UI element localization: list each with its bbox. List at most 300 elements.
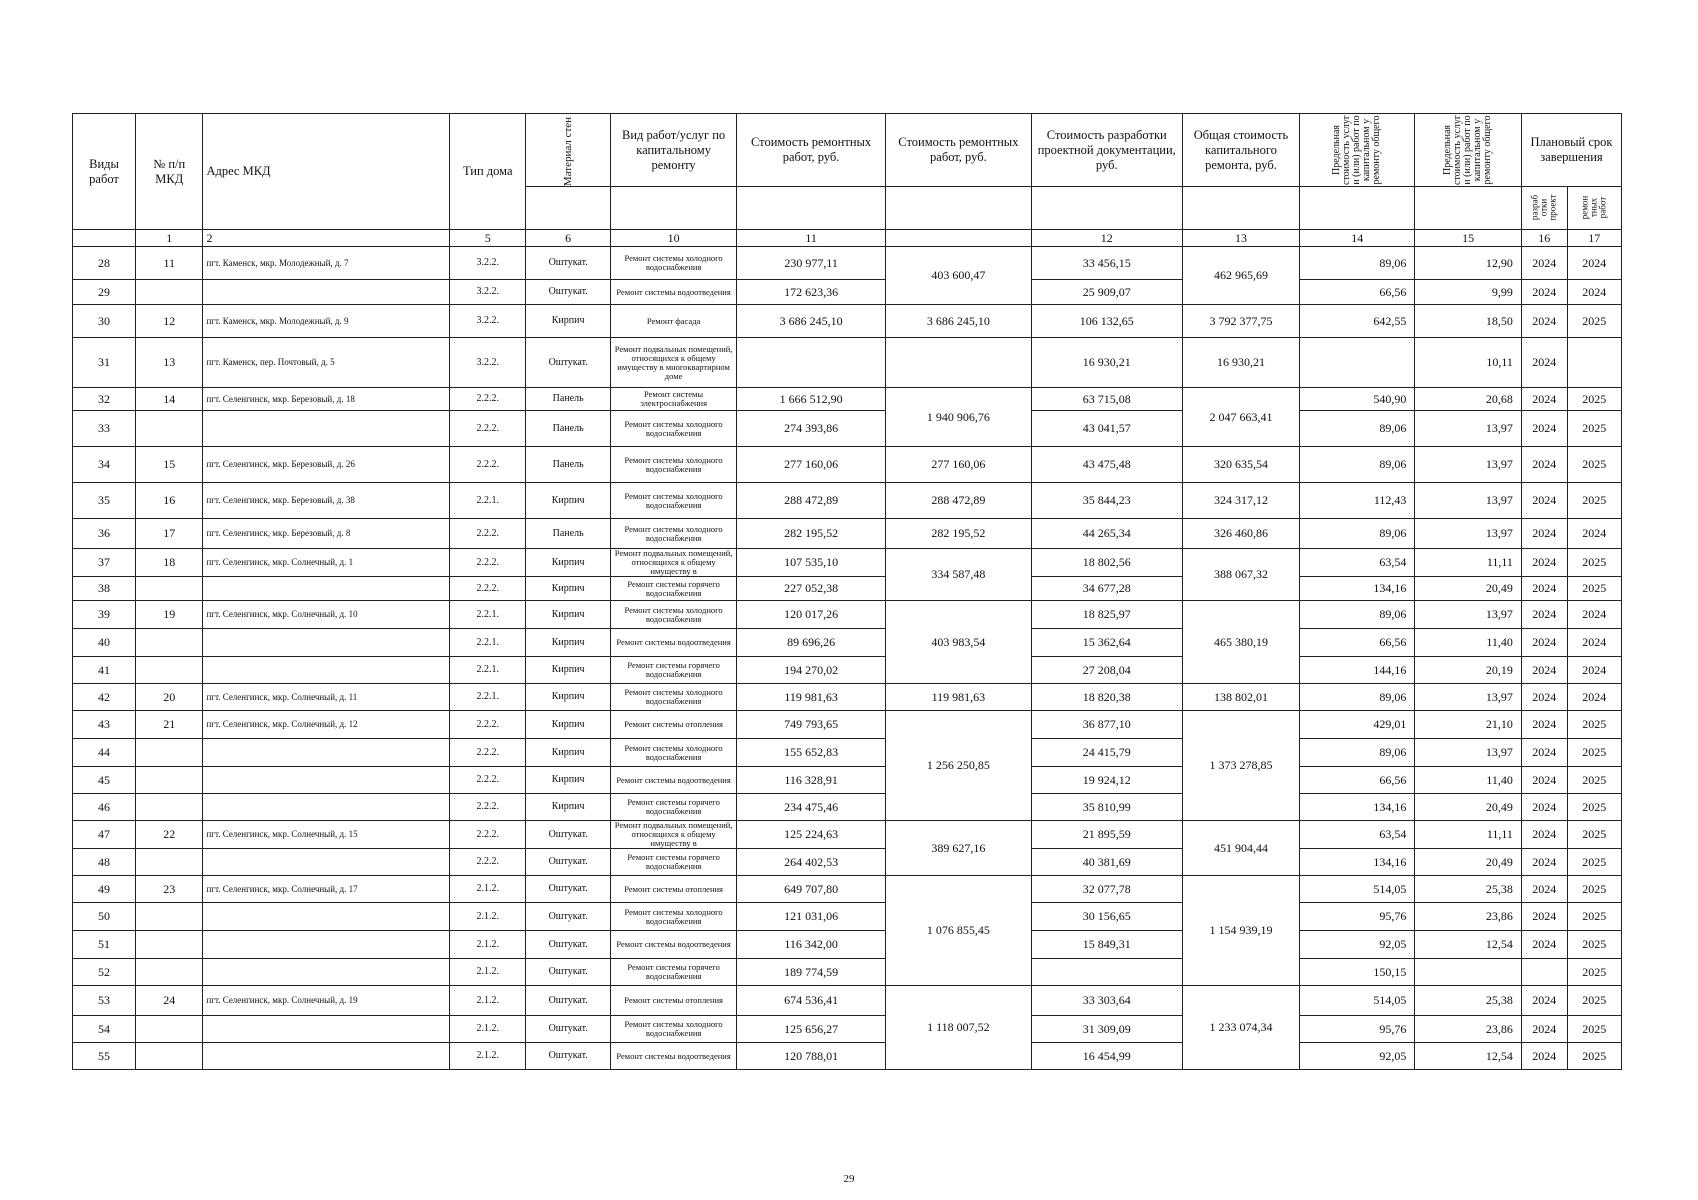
header-blank-cell	[1031, 187, 1182, 230]
limit-cost-2: 25,38	[1415, 876, 1522, 903]
repair-cost: 119 981,63	[737, 684, 886, 711]
work-type: Ремонт системы холодного водоснабжения	[611, 1016, 737, 1043]
column-index-cell: 14	[1300, 230, 1415, 247]
term-design-year: 2024	[1521, 849, 1567, 876]
wall-material: Кирпич	[526, 577, 611, 601]
design-cost: 30 156,65	[1031, 903, 1182, 931]
wall-material: Кирпич	[526, 739, 611, 767]
wall-material: Панель	[526, 519, 611, 549]
limit-cost-2: 12,54	[1415, 931, 1522, 959]
design-cost: 18 820,38	[1031, 684, 1182, 711]
wall-material: Кирпич	[526, 794, 611, 821]
house-type: 2.2.1.	[450, 601, 526, 629]
term-works-year: 2024	[1567, 629, 1621, 657]
design-cost: 33 456,15	[1031, 247, 1182, 280]
term-design-year: 2024	[1521, 549, 1567, 577]
limit-cost-1: 89,06	[1300, 739, 1415, 767]
column-index-cell: 5	[450, 230, 526, 247]
limit-cost-1: 92,05	[1300, 1043, 1415, 1070]
limit-cost-2	[1415, 959, 1522, 986]
mkd-number: 20	[136, 684, 203, 711]
address: пгт. Селенгинск, мкр. Березовый, д. 26	[203, 447, 450, 483]
term-works-year: 2024	[1567, 247, 1621, 280]
column-index-row	[73, 230, 1622, 247]
table-row	[73, 711, 1622, 739]
table-row	[73, 849, 1622, 876]
limit-cost-2: 20,49	[1415, 849, 1522, 876]
row-number: 49	[73, 876, 136, 903]
design-cost: 63 715,08	[1031, 388, 1182, 411]
repair-cost: 89 696,26	[737, 629, 886, 657]
column-index-cell: 2	[203, 230, 450, 247]
work-type: Ремонт системы холодного водоснабжения	[611, 447, 737, 483]
term-works-year: 2025	[1567, 577, 1621, 601]
house-type: 2.2.2.	[450, 577, 526, 601]
limit-cost-1: 89,06	[1300, 247, 1415, 280]
column-index-cell: 16	[1521, 230, 1567, 247]
group-total-cost: 138 802,01	[1182, 684, 1299, 711]
row-number: 46	[73, 794, 136, 821]
mkd-number: 17	[136, 519, 203, 549]
house-type: 2.2.2.	[450, 711, 526, 739]
house-type: 2.1.2.	[450, 903, 526, 931]
design-cost	[1031, 959, 1182, 986]
mkd-number	[136, 767, 203, 794]
row-number: 47	[73, 821, 136, 849]
design-cost: 40 381,69	[1031, 849, 1182, 876]
term-design-year: 2024	[1521, 794, 1567, 821]
group-repair-cost: 3 686 245,10	[886, 305, 1032, 338]
mkd-number	[136, 903, 203, 931]
repair-cost: 155 652,83	[737, 739, 886, 767]
address	[203, 849, 450, 876]
wall-material: Кирпич	[526, 305, 611, 338]
house-type: 2.1.2.	[450, 959, 526, 986]
work-type: Ремонт системы горячего водоснабжения	[611, 794, 737, 821]
wall-material: Оштукат.	[526, 903, 611, 931]
address	[203, 767, 450, 794]
mkd-number	[136, 1016, 203, 1043]
term-works-year: 2024	[1567, 601, 1621, 629]
table-row	[73, 629, 1622, 657]
limit-cost-1: 642,55	[1300, 305, 1415, 338]
wall-material: Кирпич	[526, 767, 611, 794]
design-cost: 33 303,64	[1031, 986, 1182, 1016]
design-cost: 31 309,09	[1031, 1016, 1182, 1043]
group-total-cost: 16 930,21	[1182, 338, 1299, 388]
address: пгт. Каменск, пер. Почтовый, д. 5	[203, 338, 450, 388]
table-row	[73, 549, 1622, 577]
limit-cost-1: 66,56	[1300, 767, 1415, 794]
house-type: 3.2.2.	[450, 280, 526, 305]
limit-cost-1: 89,06	[1300, 684, 1415, 711]
wall-material: Оштукат.	[526, 1016, 611, 1043]
table-row	[73, 739, 1622, 767]
limit-cost-2: 13,97	[1415, 447, 1522, 483]
works-table	[72, 113, 1622, 1070]
work-type: Ремонт системы горячего водоснабжения	[611, 657, 737, 684]
mkd-number	[136, 577, 203, 601]
house-type: 2.2.1.	[450, 629, 526, 657]
repair-cost: 649 707,80	[737, 876, 886, 903]
work-type: Ремонт системы холодного водоснабжения	[611, 483, 737, 519]
limit-cost-2: 11,11	[1415, 549, 1522, 577]
address	[203, 657, 450, 684]
table-row	[73, 1043, 1622, 1070]
address	[203, 794, 450, 821]
work-type: Ремонт системы холодного водоснабжения	[611, 903, 737, 931]
limit-cost-1: 134,16	[1300, 794, 1415, 821]
term-design-year: 2024	[1521, 338, 1567, 388]
term-works-year: 2025	[1567, 1043, 1621, 1070]
header-design-cost: Стоимость разработки проектной документации, руб.	[1031, 114, 1182, 187]
group-repair-cost: 1 118 007,52	[886, 986, 1032, 1070]
limit-cost-2: 12,54	[1415, 1043, 1522, 1070]
term-works-year	[1567, 338, 1621, 388]
limit-cost-1: 89,06	[1300, 411, 1415, 447]
row-number: 52	[73, 959, 136, 986]
group-repair-cost: 403 983,54	[886, 601, 1032, 684]
term-design-year: 2024	[1521, 411, 1567, 447]
house-type: 2.2.2.	[450, 411, 526, 447]
limit-cost-1: 514,05	[1300, 986, 1415, 1016]
mkd-number	[136, 794, 203, 821]
term-works-year: 2025	[1567, 1016, 1621, 1043]
term-works-year: 2025	[1567, 986, 1621, 1016]
house-type: 2.2.2.	[450, 447, 526, 483]
mkd-number	[136, 849, 203, 876]
group-total-cost: 320 635,54	[1182, 447, 1299, 483]
group-repair-cost: 282 195,52	[886, 519, 1032, 549]
term-works-year: 2024	[1567, 684, 1621, 711]
repair-cost: 234 475,46	[737, 794, 886, 821]
address: пгт. Селенгинск, мкр. Солнечный, д. 10	[203, 601, 450, 629]
address: пгт. Селенгинск, мкр. Березовый, д. 38	[203, 483, 450, 519]
limit-cost-2: 23,86	[1415, 1016, 1522, 1043]
mkd-number: 23	[136, 876, 203, 903]
repair-cost: 194 270,02	[737, 657, 886, 684]
address	[203, 577, 450, 601]
wall-material: Кирпич	[526, 657, 611, 684]
mkd-number	[136, 959, 203, 986]
wall-material: Оштукат.	[526, 821, 611, 849]
group-repair-cost: 288 472,89	[886, 483, 1032, 519]
house-type: 2.2.2.	[450, 849, 526, 876]
table-row	[73, 986, 1622, 1016]
header-blank-cell	[611, 187, 737, 230]
mkd-number: 24	[136, 986, 203, 1016]
house-type: 2.1.2.	[450, 931, 526, 959]
address	[203, 1043, 450, 1070]
term-design-year: 2024	[1521, 483, 1567, 519]
mkd-number	[136, 629, 203, 657]
wall-material: Кирпич	[526, 629, 611, 657]
mkd-number	[136, 739, 203, 767]
term-design-year: 2024	[1521, 1043, 1567, 1070]
house-type: 2.2.2.	[450, 739, 526, 767]
limit-cost-1: 112,43	[1300, 483, 1415, 519]
wall-material: Кирпич	[526, 483, 611, 519]
table-row	[73, 959, 1622, 986]
row-number: 45	[73, 767, 136, 794]
table-row	[73, 684, 1622, 711]
work-type: Ремонт фасада	[611, 305, 737, 338]
header-address: Адрес МКД	[203, 114, 450, 230]
limit-cost-2: 13,97	[1415, 684, 1522, 711]
group-repair-cost: 389 627,16	[886, 821, 1032, 876]
repair-cost: 125 224,63	[737, 821, 886, 849]
term-works-year: 2025	[1567, 739, 1621, 767]
mkd-number	[136, 1043, 203, 1070]
work-type: Ремонт системы холодного водоснабжения	[611, 519, 737, 549]
row-number: 36	[73, 519, 136, 549]
header-work-kinds: Виды работ	[73, 114, 136, 230]
design-cost: 35 844,23	[1031, 483, 1182, 519]
term-design-year: 2024	[1521, 247, 1567, 280]
wall-material: Оштукат.	[526, 876, 611, 903]
work-type: Ремонт системы отопления	[611, 986, 737, 1016]
group-total-cost: 465 380,19	[1182, 601, 1299, 684]
table-row	[73, 767, 1622, 794]
design-cost: 34 677,28	[1031, 577, 1182, 601]
repair-cost	[737, 338, 886, 388]
group-repair-cost: 1 940 906,76	[886, 388, 1032, 447]
wall-material: Оштукат.	[526, 986, 611, 1016]
table-row	[73, 657, 1622, 684]
term-design-year: 2024	[1521, 280, 1567, 305]
limit-cost-1: 66,56	[1300, 629, 1415, 657]
limit-cost-1: 95,76	[1300, 1016, 1415, 1043]
repair-cost: 1 666 512,90	[737, 388, 886, 411]
header-blank-cell	[1300, 187, 1415, 230]
table-row	[73, 280, 1622, 305]
repair-cost: 288 472,89	[737, 483, 886, 519]
address	[203, 959, 450, 986]
works-table-container	[72, 113, 1622, 1070]
wall-material: Кирпич	[526, 601, 611, 629]
work-type: Ремонт системы водоотведения	[611, 767, 737, 794]
row-number: 44	[73, 739, 136, 767]
term-works-year: 2025	[1567, 794, 1621, 821]
row-number: 48	[73, 849, 136, 876]
limit-cost-1: 95,76	[1300, 903, 1415, 931]
limit-cost-1: 429,01	[1300, 711, 1415, 739]
table-row	[73, 247, 1622, 280]
header-mkd-number: № п/п МКД	[136, 114, 203, 230]
repair-cost: 125 656,27	[737, 1016, 886, 1043]
limit-cost-2: 21,10	[1415, 711, 1522, 739]
term-design-year	[1521, 959, 1567, 986]
repair-cost: 282 195,52	[737, 519, 886, 549]
design-cost: 43 475,48	[1031, 447, 1182, 483]
row-number: 30	[73, 305, 136, 338]
wall-material: Оштукат.	[526, 338, 611, 388]
table-row	[73, 1016, 1622, 1043]
column-index-cell: 15	[1415, 230, 1522, 247]
limit-cost-1: 150,15	[1300, 959, 1415, 986]
limit-cost-1: 540,90	[1300, 388, 1415, 411]
header-term-works: ремон тных работ	[1567, 187, 1621, 230]
group-total-cost: 451 904,44	[1182, 821, 1299, 876]
design-cost: 24 415,79	[1031, 739, 1182, 767]
repair-cost: 749 793,65	[737, 711, 886, 739]
limit-cost-2: 11,40	[1415, 767, 1522, 794]
column-index-cell	[886, 230, 1032, 247]
group-repair-cost: 403 600,47	[886, 247, 1032, 305]
row-number: 41	[73, 657, 136, 684]
work-type: Ремонт системы холодного водоснабжения	[611, 684, 737, 711]
limit-cost-2: 20,49	[1415, 577, 1522, 601]
row-number: 51	[73, 931, 136, 959]
header-planned-term: Плановый срок завершения	[1521, 114, 1621, 187]
term-design-year: 2024	[1521, 711, 1567, 739]
address: пгт. Селенгинск, мкр. Березовый, д. 18	[203, 388, 450, 411]
group-total-cost: 462 965,69	[1182, 247, 1299, 305]
design-cost: 36 877,10	[1031, 711, 1182, 739]
design-cost: 35 810,99	[1031, 794, 1182, 821]
wall-material: Панель	[526, 411, 611, 447]
header-repair-cost-total: Стоимость ремонтных работ, руб.	[886, 114, 1032, 187]
wall-material: Оштукат.	[526, 959, 611, 986]
repair-cost: 121 031,06	[737, 903, 886, 931]
term-works-year: 2025	[1567, 876, 1621, 903]
column-index-cell: 10	[611, 230, 737, 247]
work-type: Ремонт системы горячего водоснабжения	[611, 577, 737, 601]
mkd-number	[136, 931, 203, 959]
limit-cost-2: 20,19	[1415, 657, 1522, 684]
house-type: 3.2.2.	[450, 305, 526, 338]
term-design-year: 2024	[1521, 657, 1567, 684]
work-type: Ремонт системы водоотведения	[611, 1043, 737, 1070]
repair-cost: 674 536,41	[737, 986, 886, 1016]
work-type: Ремонт подвальных помещений, относящихся к общему имуществу в	[611, 821, 737, 849]
term-design-year: 2024	[1521, 447, 1567, 483]
limit-cost-2: 25,38	[1415, 986, 1522, 1016]
design-cost: 19 924,12	[1031, 767, 1182, 794]
row-number: 29	[73, 280, 136, 305]
term-design-year: 2024	[1521, 519, 1567, 549]
limit-cost-2: 20,49	[1415, 794, 1522, 821]
row-number: 33	[73, 411, 136, 447]
design-cost: 18 825,97	[1031, 601, 1182, 629]
repair-cost: 230 977,11	[737, 247, 886, 280]
term-works-year: 2025	[1567, 447, 1621, 483]
term-works-year: 2025	[1567, 931, 1621, 959]
term-works-year: 2025	[1567, 711, 1621, 739]
address	[203, 1016, 450, 1043]
mkd-number	[136, 280, 203, 305]
header-row	[73, 114, 1622, 187]
work-type: Ремонт системы холодного водоснабжения	[611, 601, 737, 629]
limit-cost-2: 11,40	[1415, 629, 1522, 657]
house-type: 2.1.2.	[450, 1043, 526, 1070]
table-row	[73, 338, 1622, 388]
mkd-number: 22	[136, 821, 203, 849]
group-repair-cost: 119 981,63	[886, 684, 1032, 711]
row-number: 34	[73, 447, 136, 483]
column-index-cell: 1	[136, 230, 203, 247]
work-type: Ремонт системы отопления	[611, 711, 737, 739]
address	[203, 739, 450, 767]
address: пгт. Селенгинск, мкр. Солнечный, д. 12	[203, 711, 450, 739]
wall-material: Кирпич	[526, 549, 611, 577]
work-type: Ремонт системы холодного водоснабжения	[611, 247, 737, 280]
limit-cost-1: 134,16	[1300, 577, 1415, 601]
work-type: Ремонт системы отопления	[611, 876, 737, 903]
wall-material: Панель	[526, 388, 611, 411]
mkd-number: 12	[136, 305, 203, 338]
work-type: Ремонт системы горячего водоснабжения	[611, 849, 737, 876]
header-repair-cost: Стоимость ремонтных работ, руб.	[737, 114, 886, 187]
design-cost: 16 930,21	[1031, 338, 1182, 388]
header-wall-material: Материал стен	[526, 114, 611, 187]
wall-material: Кирпич	[526, 711, 611, 739]
wall-material: Кирпич	[526, 684, 611, 711]
limit-cost-1: 63,54	[1300, 549, 1415, 577]
house-type: 3.2.2.	[450, 247, 526, 280]
address: пгт. Селенгинск, мкр. Солнечный, д. 17	[203, 876, 450, 903]
group-total-cost: 388 067,32	[1182, 549, 1299, 601]
group-total-cost: 326 460,86	[1182, 519, 1299, 549]
term-design-year: 2024	[1521, 986, 1567, 1016]
term-design-year: 2024	[1521, 1016, 1567, 1043]
row-number: 43	[73, 711, 136, 739]
table-row	[73, 305, 1622, 338]
row-number: 35	[73, 483, 136, 519]
term-works-year: 2025	[1567, 305, 1621, 338]
group-repair-cost	[886, 338, 1032, 388]
work-type: Ремонт системы холодного водоснабжения	[611, 411, 737, 447]
repair-cost: 172 623,36	[737, 280, 886, 305]
group-total-cost: 1 154 939,19	[1182, 876, 1299, 986]
work-type: Ремонт системы горячего водоснабжения	[611, 959, 737, 986]
row-number: 50	[73, 903, 136, 931]
works-table-body	[73, 247, 1622, 1070]
table-row	[73, 821, 1622, 849]
repair-cost: 120 788,01	[737, 1043, 886, 1070]
table-row	[73, 903, 1622, 931]
header-blank-cell	[1182, 187, 1299, 230]
work-type: Ремонт подвальных помещений, относящихся к общему имуществу в	[611, 549, 737, 577]
row-number: 54	[73, 1016, 136, 1043]
row-number: 39	[73, 601, 136, 629]
row-number: 38	[73, 577, 136, 601]
address: пгт. Селенгинск, мкр. Солнечный, д. 11	[203, 684, 450, 711]
row-number: 42	[73, 684, 136, 711]
header-blank-cell	[737, 187, 886, 230]
limit-cost-2: 13,97	[1415, 519, 1522, 549]
address: пгт. Селенгинск, мкр. Солнечный, д. 1	[203, 549, 450, 577]
group-repair-cost: 1 256 250,85	[886, 711, 1032, 821]
limit-cost-1: 134,16	[1300, 849, 1415, 876]
group-repair-cost: 277 160,06	[886, 447, 1032, 483]
term-design-year: 2024	[1521, 767, 1567, 794]
group-total-cost: 1 373 278,85	[1182, 711, 1299, 821]
house-type: 2.2.1.	[450, 684, 526, 711]
wall-material: Оштукат.	[526, 849, 611, 876]
table-row	[73, 388, 1622, 411]
term-works-year: 2024	[1567, 657, 1621, 684]
table-row	[73, 577, 1622, 601]
group-repair-cost: 1 076 855,45	[886, 876, 1032, 986]
column-index-cell: 6	[526, 230, 611, 247]
address	[203, 629, 450, 657]
row-number: 37	[73, 549, 136, 577]
column-index-cell: 17	[1567, 230, 1621, 247]
limit-cost-2: 23,86	[1415, 903, 1522, 931]
design-cost: 25 909,07	[1031, 280, 1182, 305]
limit-cost-1: 144,16	[1300, 657, 1415, 684]
